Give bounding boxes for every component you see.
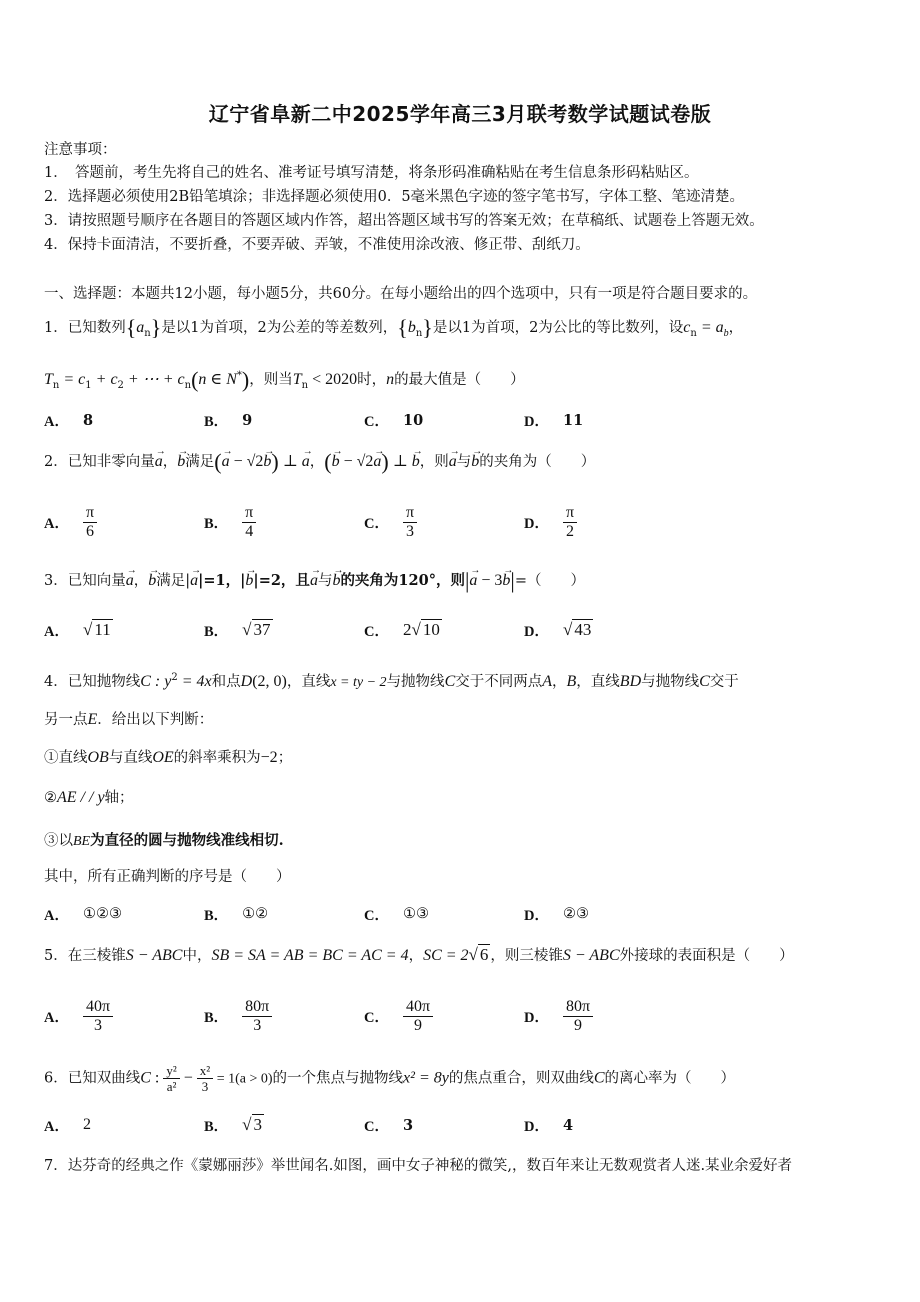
notice-item-4: 4．保持卡面清洁，不要折叠，不要弄破、弄皱，不准使用涂改液、修正带、刮纸刀。 — [44, 237, 590, 253]
question-1-line-1: 1．已知数列$\{a_n\}$是以1为首项，2为公差的等差数列，$\{b_n\}$是以1为首项，2为公比的等比数列，设$c_n = a_b$， — [44, 315, 744, 340]
option-d[interactable]: D． ②③ — [524, 906, 589, 924]
question-4-line-2: 另一点E．给出以下判断： — [44, 711, 214, 728]
option-b[interactable]: B． ①② — [204, 906, 269, 924]
option-d[interactable]: D． √ 43 — [524, 620, 592, 640]
question-3-options — [44, 608, 884, 652]
option-d[interactable]: D． $\frac{80\pi}{9}$ — [524, 994, 593, 1038]
section-heading: 一、选择题：本题共12小题，每小题5分，共60分。在每小题给出的四个选项中，只有一项是符合题目要求的。 — [44, 286, 758, 302]
judgement-2: ②AE / / y轴； — [44, 789, 134, 806]
option-b[interactable]: B． $\frac{80\pi}{3}$ — [204, 994, 272, 1038]
question-7: 7．达芬奇的经典之作《蒙娜丽莎》举世闻名.如图，画中女子神秘的微笑,，数百年来让无数观赏者人迷.某业余爱好者 — [44, 1158, 793, 1174]
option-b[interactable]: B． 9 — [204, 411, 253, 430]
question-5-options — [44, 994, 884, 1038]
option-a[interactable]: A． √ 11 — [44, 620, 111, 640]
option-c[interactable]: C． 3 — [364, 1116, 414, 1135]
notice-item-1: 1． 答题前，考生先将自己的姓名、准考证号填写清楚，将条形码准确粘贴在考生信息条形码粘贴区。 — [44, 165, 699, 181]
option-c[interactable]: C． 10 — [364, 411, 424, 430]
option-a[interactable]: A． $\frac{40\pi}{3}$ — [44, 994, 113, 1038]
question-6: 6．已知双曲线C : $\frac{\text{y²}}{\text{a²}}$ − $\frac{\text{x²}}{3}$ = 1(a > 0)的一个焦点与抛物线x² = 8y的焦点重合，则双曲线C的离心率为（ ） — [44, 1063, 736, 1094]
option-a[interactable]: A． 8 — [44, 411, 94, 430]
question-2: 2．已知非零向量→ a，→ b满足(→ a − √2→ b) ⊥ → a，(→ b − √2→ a) ⊥ → b，则→ a与→ b的夹角为（ ） — [44, 452, 595, 472]
question-2-options — [44, 500, 884, 544]
notice-item-2: 2．选择题必须使用2B铅笔填涂；非选择题必须使用0．5毫米黑色字迹的签字笔书写，字体工整、笔迹清楚。 — [44, 189, 745, 205]
page-title: 辽宁省阜新二中2025学年高三3月联考数学试题试卷版 — [208, 102, 712, 126]
judgement-1: ①直线OB与直线OE的斜率乘积为−2； — [44, 749, 293, 766]
question-6-options — [44, 1103, 884, 1147]
question-4-ask: 其中，所有正确判断的序号是（ ） — [44, 869, 291, 885]
question-3: 3．已知向量→ a，→ b满足|→ a|=1，|→ b|=2，且→ a与→ b的夹角为120°，则|→ a − 3→ b|=（ ） — [44, 571, 585, 591]
option-c[interactable]: C． 2√ 10 — [364, 620, 440, 640]
judgement-3: ③以BE为直径的圆与抛物线准线相切. — [44, 832, 284, 849]
option-c[interactable]: C． $\frac{\pi}{3}$ — [364, 500, 417, 544]
option-c[interactable]: C． $\frac{40\pi}{9}$ — [364, 994, 433, 1038]
notice-heading: 注意事项： — [44, 142, 117, 158]
option-b[interactable]: B． $\frac{\pi}{4}$ — [204, 500, 256, 544]
option-a[interactable]: A． 2 — [44, 1116, 91, 1135]
option-d[interactable]: D． 11 — [524, 411, 584, 430]
question-1-options — [44, 398, 884, 442]
option-c[interactable]: C． ①③ — [364, 906, 429, 924]
question-5: 5．在三棱锥S − ABC中，SB = SA = AB = BC = AC = 4，SC = 2√ 6 ，则三棱锥S − ABC外接球的表面积是（ ） — [44, 945, 794, 964]
notice-item-3: 3．请按照题号顺序在各题目的答题区域内作答，超出答题区域书写的答案无效；在草稿纸、试题卷上答题无效。 — [44, 213, 764, 229]
option-a[interactable]: A． $\frac{\pi}{6}$ — [44, 500, 97, 544]
question-4-line-1: 4．已知抛物线C : $y^2 = 4x$和点D(2, 0)，直线x = ty − 2与抛物线C交于不同两点A，B，直线BD与抛物线C交于 — [44, 672, 739, 690]
option-d[interactable]: D． 4 — [524, 1116, 574, 1135]
option-b[interactable]: B． √ 37 — [204, 620, 271, 640]
question-1-line-2: $T_n = c_1 + c_2$ + ⋯ + $c_n(n$ ∈ N*)，则当$T_n < 2020$时，n的最大值是（ ） — [44, 367, 525, 392]
question-4-options — [44, 892, 884, 936]
option-a[interactable]: A． ①②③ — [44, 906, 122, 924]
option-b[interactable]: B． √ 3 — [204, 1115, 263, 1135]
option-d[interactable]: D． $\frac{\pi}{2}$ — [524, 500, 577, 544]
